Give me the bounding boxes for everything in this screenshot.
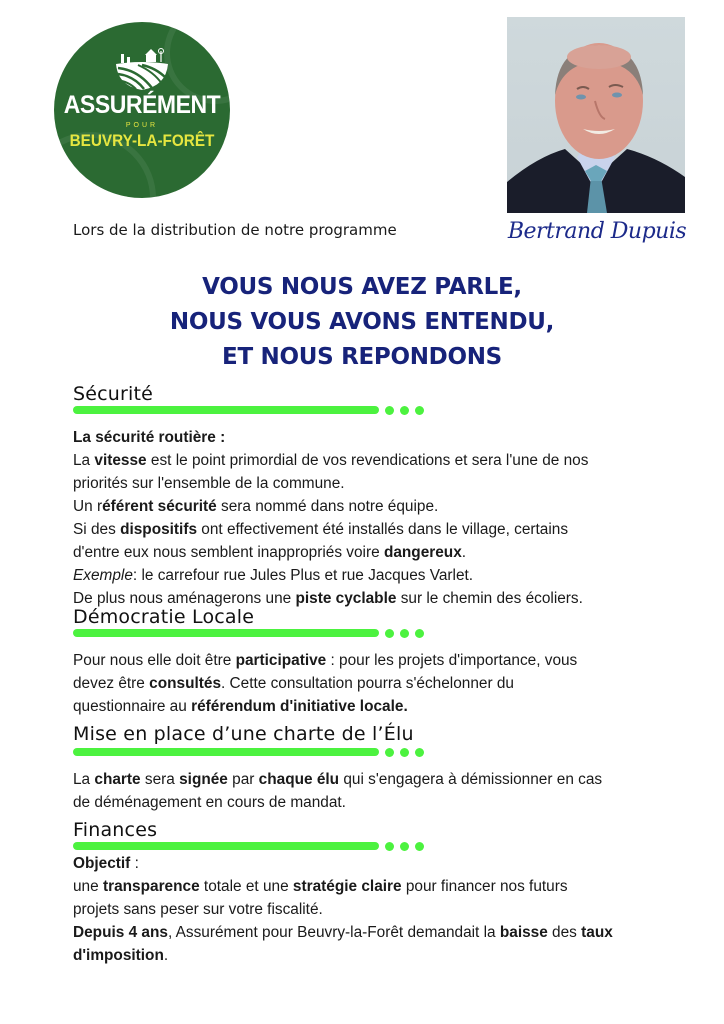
- bold-text: consultés: [149, 675, 221, 692]
- body-line: [73, 649, 673, 672]
- body-line: [73, 768, 673, 791]
- text-run: une: [73, 878, 103, 895]
- text-run: De plus nous aménagerons une: [73, 590, 296, 607]
- body-line: [73, 672, 673, 695]
- bold-text: La sécurité routière :: [73, 429, 226, 446]
- text-run: devez être: [73, 675, 150, 692]
- body-line: [73, 564, 673, 587]
- headline: [100, 270, 624, 375]
- text-run: pour financer nos futurs: [401, 878, 568, 895]
- section-divider-dot: [385, 629, 394, 638]
- text-run: projets sans peser sur votre fiscalité.: [73, 901, 323, 918]
- text-run: : le carrefour rue Jules Plus et rue Jacques Varlet.: [132, 567, 474, 584]
- section-divider-dot: [400, 842, 409, 851]
- campaign-logo: [54, 22, 230, 198]
- headline-line-3: ET NOUS REPONDONS: [222, 344, 502, 370]
- body-line: [73, 472, 673, 495]
- farmland-emblem-icon: [112, 48, 172, 92]
- section-divider-dot: [400, 748, 409, 757]
- bold-text: piste cyclable: [295, 590, 397, 607]
- text-run: La: [73, 452, 95, 469]
- bold-text: Objectif: [73, 855, 131, 872]
- text-run: priorités sur l'ensemble de la commune.: [73, 475, 345, 492]
- text-run: Un r: [73, 498, 103, 515]
- text-run: :: [130, 855, 139, 872]
- section-body-charte-elu: [73, 768, 673, 814]
- text-run: , Assurément pour Beuvry-la-Forêt demandait la: [167, 924, 500, 941]
- candidate-signature: Bertrand Dupuis: [507, 219, 687, 244]
- body-line: [73, 921, 673, 944]
- section-divider-dot: [400, 629, 409, 638]
- section-divider-bar: [73, 406, 379, 414]
- bold-text: taux: [581, 924, 613, 941]
- candidate-portrait: [507, 17, 685, 213]
- logo-pour: POUR: [125, 122, 159, 129]
- body-line: [73, 875, 673, 898]
- text-run: est le point primordial de vos revendications et sera l'une de nos: [146, 452, 589, 469]
- bold-text: charte: [94, 771, 141, 788]
- body-line: [73, 518, 673, 541]
- section-divider-dot: [415, 629, 424, 638]
- candidate-photo: [507, 17, 685, 213]
- bold-text: éférent sécurité: [102, 498, 217, 515]
- text-run: . Cette consultation pourra s'échelonner du: [221, 675, 514, 692]
- body-line: [73, 495, 673, 518]
- text-run: Pour nous elle doit être: [73, 652, 236, 669]
- body-line: [73, 852, 673, 875]
- text-run: des: [547, 924, 582, 941]
- text-run: par: [227, 771, 259, 788]
- section-body-democratie-locale: [73, 649, 673, 718]
- text-run: La: [73, 771, 95, 788]
- section-body-securite: [73, 426, 673, 610]
- section-divider-bar: [73, 629, 379, 637]
- body-line: [73, 791, 673, 814]
- bold-text: participative: [235, 652, 327, 669]
- bold-text: Depuis 4 ans: [73, 924, 168, 941]
- section-divider-dot: [415, 748, 424, 757]
- text-run: : pour les projets d'importance, vous: [326, 652, 578, 669]
- section-divider-dot: [415, 842, 424, 851]
- text-run: .: [461, 544, 467, 561]
- headline-line-2: NOUS VOUS AVONS ENTENDU,: [169, 309, 555, 335]
- body-line: [73, 898, 673, 921]
- section-divider-dot: [400, 406, 409, 415]
- headline-line-1: VOUS NOUS AVEZ PARLE,: [202, 274, 522, 300]
- text-run: questionnaire au: [73, 698, 192, 715]
- section-title-democratie-locale: Démocratie Locale: [73, 606, 255, 628]
- section-divider-dot: [385, 406, 394, 415]
- bold-text: référendum d'initiative locale.: [191, 698, 408, 715]
- body-line: [73, 541, 673, 564]
- bold-text: stratégie claire: [292, 878, 402, 895]
- section-divider-dot: [385, 748, 394, 757]
- text-run: sera nommé dans notre équipe.: [216, 498, 439, 515]
- section-divider-bar: [73, 748, 379, 756]
- bold-text: dangereux: [383, 544, 462, 561]
- bold-text: dispositifs: [120, 521, 198, 538]
- body-line: [73, 426, 673, 449]
- text-run: sera: [140, 771, 180, 788]
- bold-text: d'imposition: [73, 947, 164, 964]
- bold-text: signée: [179, 771, 228, 788]
- section-title-securite: Sécurité: [73, 383, 154, 405]
- section-title-charte-elu: Mise en place d’une charte de l’Élu: [73, 723, 414, 745]
- text-run: totale et une: [199, 878, 293, 895]
- body-line: [73, 944, 673, 967]
- bold-text: transparence: [102, 878, 200, 895]
- text-run: ont effectivement été installés dans le village, certains: [197, 521, 569, 538]
- text-run: sur le chemin des écoliers.: [396, 590, 583, 607]
- text-run: d'entre eux nous semblent inappropriés voire: [73, 544, 384, 561]
- intro-text: Lors de la distribution de notre programme: [73, 221, 397, 239]
- text-run: Si des: [73, 521, 121, 538]
- text-run: qui s'engagera à démissionner en cas: [339, 771, 603, 788]
- body-line: [73, 449, 673, 472]
- text-run: .: [163, 947, 169, 964]
- text-run: de déménagement en cours de mandat.: [73, 794, 346, 811]
- section-divider-dot: [385, 842, 394, 851]
- bold-text: vitesse: [94, 452, 147, 469]
- bold-text: baisse: [499, 924, 548, 941]
- section-divider-dot: [415, 406, 424, 415]
- logo-title: ASSURÉMENT: [63, 91, 221, 119]
- section-title-finances: Finances: [73, 819, 158, 841]
- bold-text: chaque élu: [258, 771, 340, 788]
- logo-subtitle: BEUVRY-LA-FORÊT: [69, 131, 215, 150]
- body-line: [73, 695, 673, 718]
- section-body-finances: [73, 852, 673, 967]
- italic-text: Exemple: [73, 567, 133, 584]
- section-divider-bar: [73, 842, 379, 850]
